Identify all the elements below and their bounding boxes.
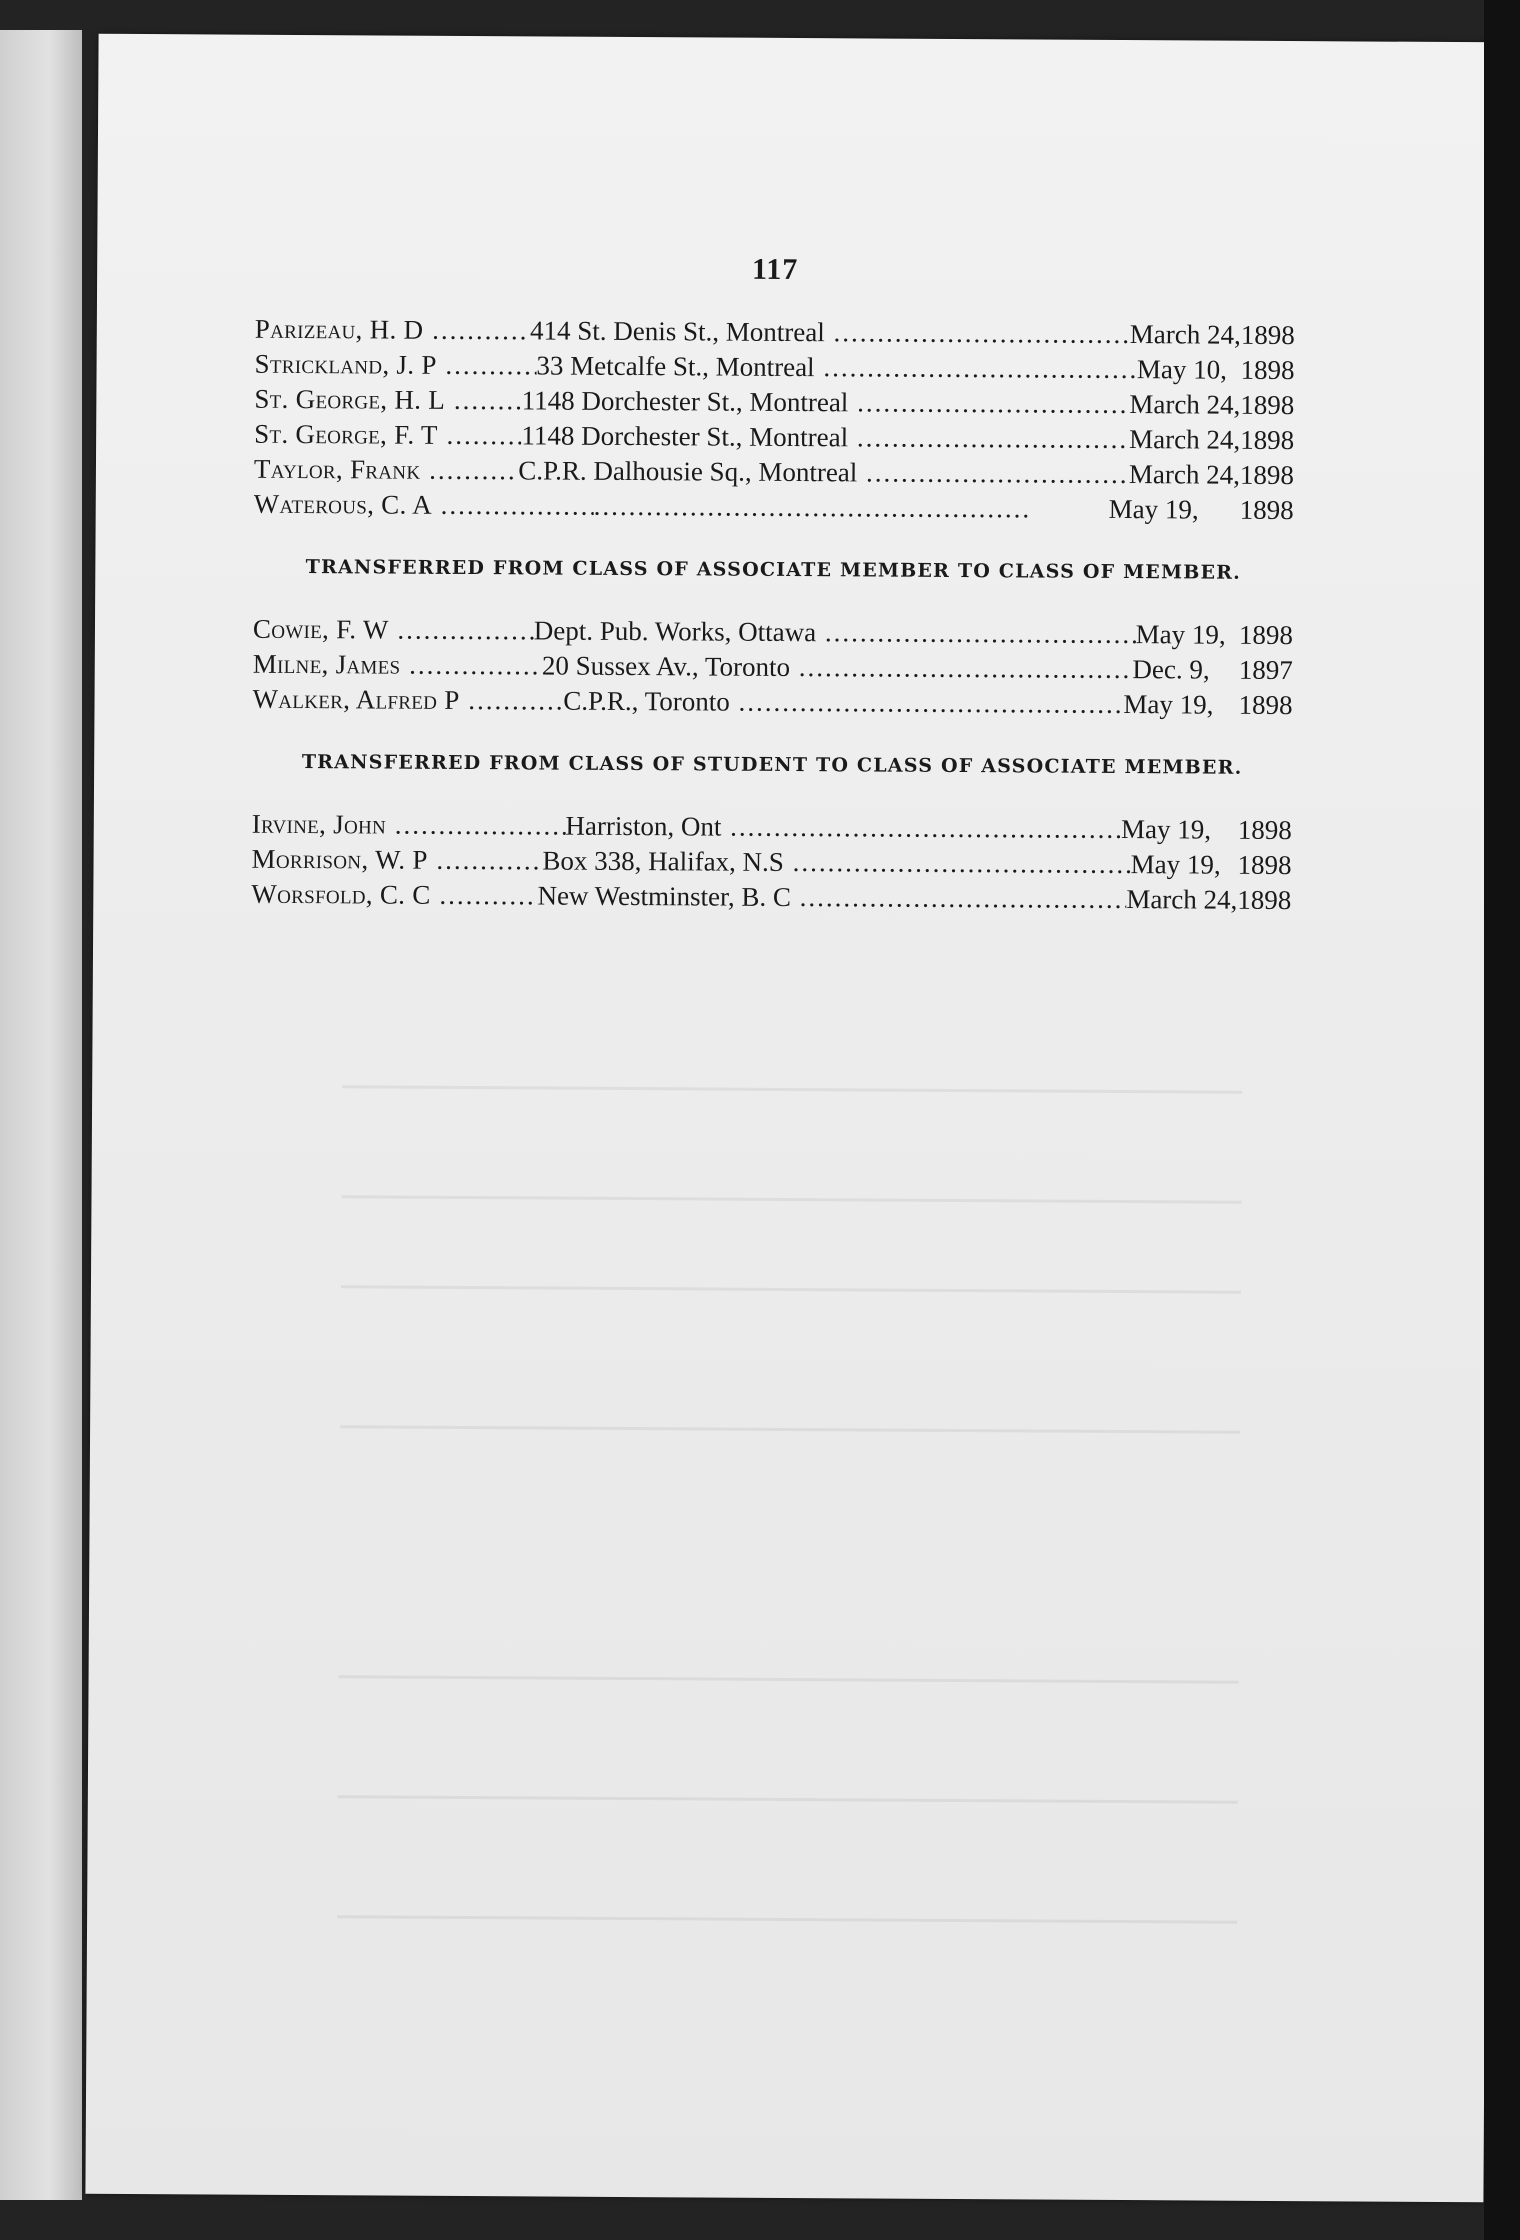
member-date: May 19, [1130, 849, 1221, 880]
bleed-through-line [342, 1195, 1242, 1203]
member-name: Strickland, J. P ..... [254, 347, 536, 384]
member-name: St. George, F. T ..... [254, 417, 522, 454]
page-content [251, 250, 1295, 918]
member-date: May 10, [1136, 354, 1228, 385]
member-date: March 24, [1129, 424, 1241, 455]
bleed-through-line [342, 1085, 1242, 1093]
member-year: 1898 [1240, 389, 1295, 421]
member-date: May 19, [1135, 619, 1226, 650]
list-item [254, 487, 1294, 528]
member-year: 1897 [1238, 654, 1293, 686]
member-date: May 19, [1123, 689, 1214, 720]
member-date: May 19, [1120, 814, 1212, 845]
list-item [251, 877, 1291, 918]
document-page [85, 34, 1496, 2202]
member-address: 1148 Dorchester St., Montreal ..... [522, 383, 1130, 422]
member-address: 20 Sussex Av., Toronto ..... [542, 648, 1133, 687]
member-address: Box 338, Halifax, N.S ..... [542, 843, 1130, 882]
member-name: St. George, H. L ..... [254, 382, 522, 419]
member-name: Morrison, W. P ..... [251, 842, 542, 879]
member-year: 1898 [1237, 849, 1292, 881]
member-name: Milne, James ..... [253, 647, 542, 684]
member-list [251, 807, 1292, 918]
scan-border [1484, 0, 1520, 2240]
member-address [594, 489, 1109, 527]
member-year: 1898 [1239, 494, 1294, 526]
member-year: 1898 [1238, 619, 1294, 651]
member-list [252, 612, 1293, 723]
member-date: March 24, [1126, 884, 1238, 915]
member-date: March 24, [1129, 319, 1241, 350]
member-year: 1898 [1240, 424, 1295, 456]
bleed-through-line [340, 1425, 1240, 1433]
transfer-associate-to-member-section [252, 552, 1293, 723]
member-name: Taylor, Frank ..... [254, 452, 519, 489]
bleed-through-line [338, 1795, 1238, 1803]
member-address: C.P.R. Dalhousie Sq., Montreal ..... [518, 453, 1129, 492]
page-number: 117 [751, 252, 799, 287]
transfer-student-to-associate-section [251, 747, 1292, 918]
member-address: New Westminster, B. C ..... [537, 878, 1126, 917]
section-heading: TRANSFERRED FROM CLASS OF STUDENT TO CLASS OF ASSOCIATE MEMBER. [301, 751, 1243, 779]
bleed-through-line [341, 1285, 1241, 1293]
member-name: Cowie, F. W ..... [253, 612, 534, 649]
member-name: Parizeau, H. D ..... [255, 312, 530, 349]
list-item [252, 682, 1292, 723]
member-address: Harriston, Ont ..... [565, 809, 1121, 847]
member-address: Dept. Pub. Works, Ottawa ..... [534, 613, 1136, 652]
member-address: 1148 Dorchester St., Montreal ..... [521, 418, 1129, 457]
member-year: 1898 [1237, 884, 1292, 916]
member-address: 33 Metcalfe St., Montreal ..... [536, 348, 1137, 387]
member-year: 1898 [1240, 319, 1295, 351]
member-name: Waterous, C. A ..... [254, 487, 594, 524]
member-year: 1898 [1237, 814, 1292, 846]
member-address: C.P.R., Toronto ..... [563, 684, 1123, 722]
member-year: 1898 [1239, 459, 1295, 491]
member-name: Worsfold, C. C ..... [251, 877, 537, 914]
member-list [254, 312, 1295, 528]
member-date: May 19, [1108, 493, 1199, 525]
member-date: March 24, [1129, 389, 1241, 420]
member-date: Dec. 9, [1132, 654, 1210, 685]
member-date: March 24, [1128, 459, 1241, 490]
member-year: 1898 [1240, 354, 1295, 386]
member-address: 414 St. Denis St., Montreal ..... [530, 313, 1130, 352]
bleed-through-line [339, 1675, 1239, 1683]
adjacent-page-edge [0, 30, 82, 2200]
member-name: Irvine, John ..... [252, 807, 566, 844]
members-section [254, 312, 1295, 528]
bleed-through-line [337, 1915, 1237, 1923]
member-name: Walker, Alfred P ..... [252, 682, 563, 719]
section-heading: TRANSFERRED FROM CLASS OF ASSOCIATE MEMBER TO CLASS OF MEMBER. [305, 556, 1242, 584]
member-year: 1898 [1238, 689, 1293, 721]
